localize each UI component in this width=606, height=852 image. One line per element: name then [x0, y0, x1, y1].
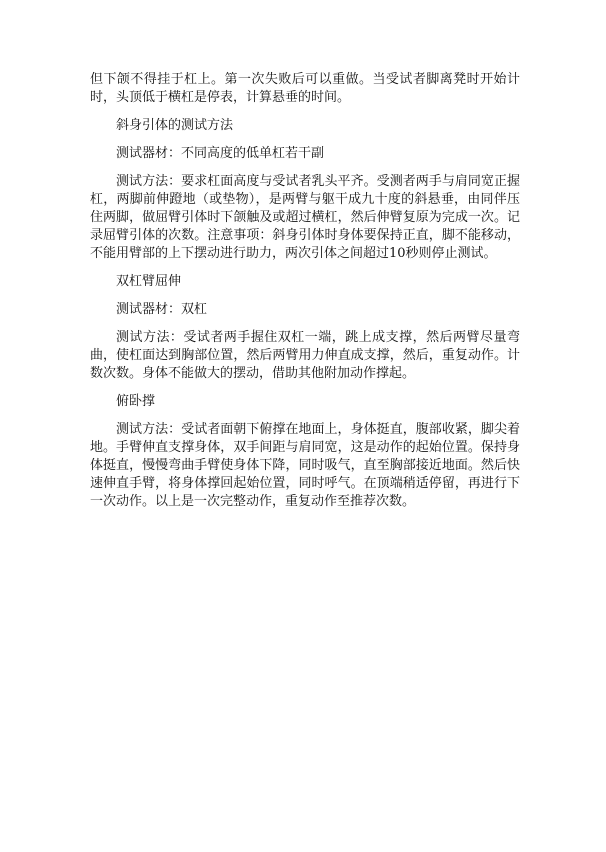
method-paragraph-incline-pullup: 测试方法：要求杠面高度与受试者乳头平齐。受测者两手与肩同宽正握杠，两脚前伸蹬地（或垫物），是两臂与躯干成九十度的斜悬垂，由同伴压住两脚，做屈臂引体时下颌触及或超过横杠，然后伸臂复原为完成一次。记录屈臂引体的次数。注意事项：斜身引体时身体要保持正直，脚不能移动，不能用臂部的上下摆动进行助力，两次引体之间超过10秒则停止测试。: [90, 174, 520, 261]
section-heading-incline-pullup: 斜身引体的测试方法: [116, 118, 234, 133]
document-body: [90, 71, 520, 521]
equipment-line-parallel-bar-dip: 测试器材：双杠: [116, 302, 208, 317]
method-paragraph-pushup: 测试方法：受试者面朝下俯撑在地面上，身体挺直，腹部收紧，脚尖着地。手臂伸直支撑身体，双手间距与肩同宽，这是动作的起始位置。保持身体挺直，慢慢弯曲手臂使身体下降，同时吸气，直至胸部接近地面。然后快速伸直手臂，将身体撑回起始位置，同时呼气。在顶端稍适停留，再进行下一次动作。以上是一次完整动作，重复动作至推荐次数。: [90, 422, 520, 509]
equipment-line-incline-pullup: 测试器材：不同高度的低单杠若干副: [116, 146, 325, 161]
section-heading-parallel-bar-dip: 双杠臂屈伸: [116, 274, 182, 289]
method-paragraph-parallel-bar-dip: 测试方法：受试者两手握住双杠一端，跳上成支撑，然后两臂尽量弯曲，使杠面达到胸部位置，然后两臂用力伸直成支撑，然后，重复动作。计数次数。身体不能做大的摆动，借助其他附加动作撑起。: [90, 330, 520, 381]
section-heading-pushup: 俯卧撑: [116, 394, 156, 409]
continuation-paragraph: 但下颌不得挂于杠上。第一次失败后可以重做。当受试者脚离凳时开始计时，头顶低于横杠是停表，计算悬垂的时间。: [90, 72, 520, 105]
